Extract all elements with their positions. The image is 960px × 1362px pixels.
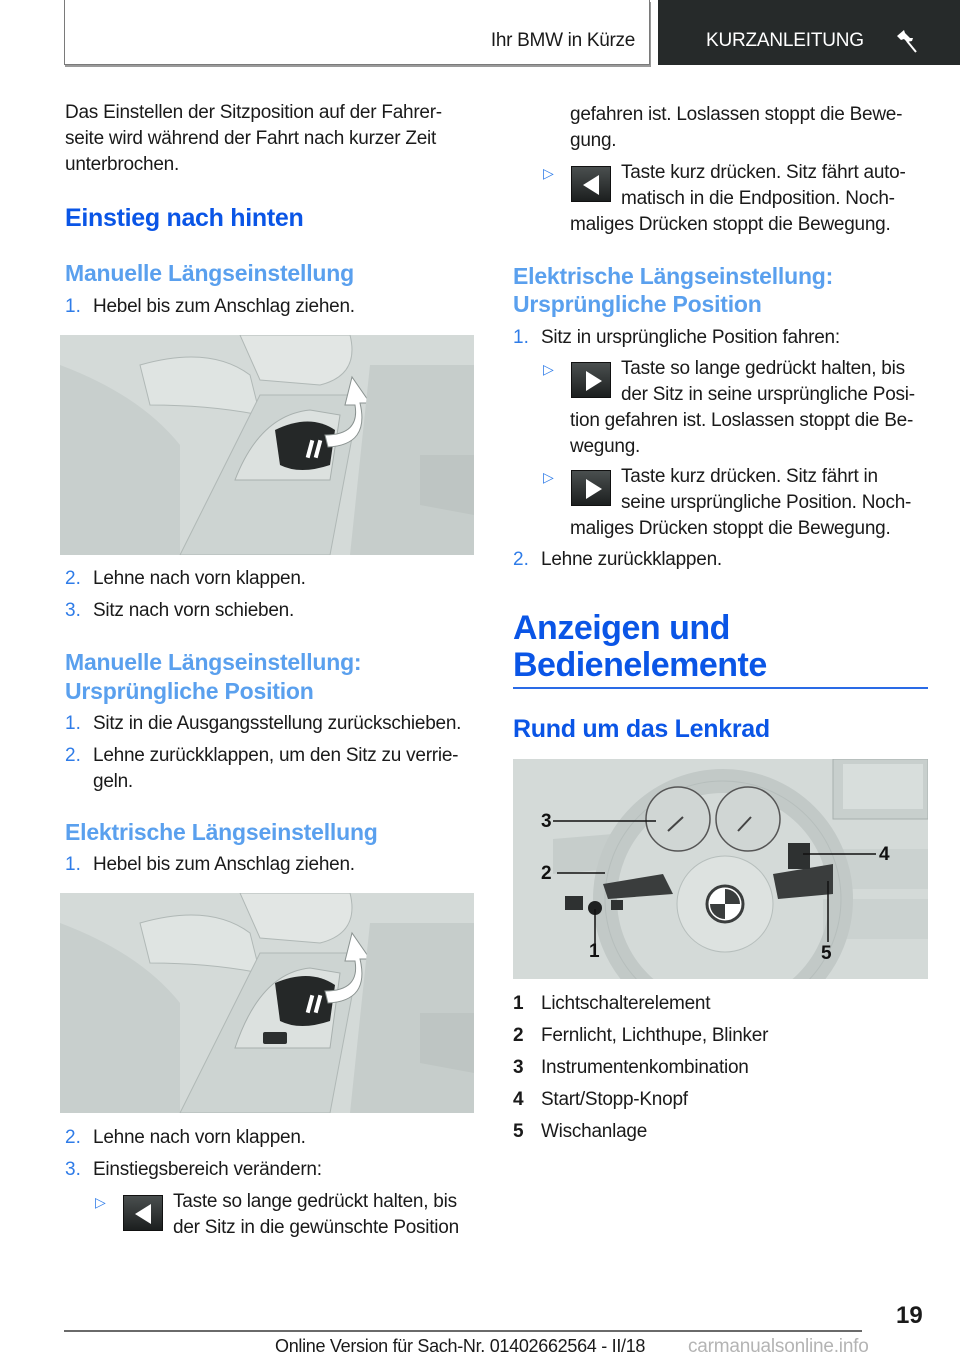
- substep-text: matisch in die Endposition. Noch-: [621, 188, 895, 209]
- intro-line-2: seite wird während der Fahrt nach kurzer Zeit: [65, 128, 437, 149]
- substep-bullet: ▷: [543, 165, 554, 181]
- heading-elektrische-original-line2: Ursprüngliche Position: [513, 291, 762, 317]
- legend-number: 2: [513, 1025, 524, 1046]
- substep-text: Taste so lange gedrückt halten, bis: [173, 1191, 457, 1212]
- step-text: Lehne zurückklappen.: [541, 549, 722, 570]
- substep-text: Taste kurz drücken. Sitz fährt in: [621, 466, 878, 487]
- intro-line-1: Das Einstellen der Sitzposition auf der Fahrer-: [65, 102, 442, 123]
- figure-seat-lever-electric: [60, 893, 474, 1113]
- substep-text: seine ursprüngliche Position. Noch-: [621, 492, 912, 513]
- callout-4: 4: [879, 844, 890, 865]
- step-number: 1.: [513, 327, 529, 348]
- substep-text: der Sitz in die gewünschte Position: [173, 1217, 459, 1238]
- legend-number: 1: [513, 993, 524, 1014]
- chapter-heading-line1: Anzeigen und: [513, 609, 730, 647]
- heading-manuelle-original-line1: Manuelle Längseinstellung:: [65, 649, 362, 675]
- step-number: 2.: [513, 549, 529, 570]
- step-number: 3.: [65, 600, 81, 621]
- legend-label: Lichtschalterelement: [541, 993, 711, 1014]
- step-text: Hebel bis zum Anschlag ziehen.: [93, 854, 355, 875]
- step-number: 3.: [65, 1159, 81, 1180]
- legend-label: Start/Stopp-Knopf: [541, 1089, 688, 1110]
- section-title: Ihr BMW in Kürze: [490, 30, 635, 51]
- substep-bullet: ▷: [95, 1194, 106, 1210]
- step-text: Sitz in die Ausgangsstellung zurückschieben.: [93, 713, 462, 734]
- arrow-right-button-icon: [571, 362, 611, 398]
- page-number: 19: [896, 1302, 923, 1329]
- arrow-left-button-icon: [123, 1195, 163, 1231]
- online-version-text: Online Version für Sach-Nr. 01402662564 - II/18: [275, 1336, 646, 1356]
- watermark-link[interactable]: carmanualsonline.info: [688, 1336, 869, 1357]
- step-number: 1.: [65, 296, 81, 317]
- callout-1: 1: [589, 941, 600, 962]
- heading-elektrische-original-line1: Elektrische Längseinstellung:: [513, 263, 834, 289]
- substep-bullet: ▷: [543, 361, 554, 377]
- step-text: Sitz in ursprüngliche Position fahren:: [541, 327, 840, 348]
- step-text: Lehne nach vorn klappen.: [93, 1127, 306, 1148]
- substep-text: tion gefahren ist. Loslassen stoppt die Be-: [570, 410, 914, 431]
- continued-text: gefahren ist. Loslassen stoppt die Bewe-: [570, 104, 903, 125]
- chapter-tab: [658, 0, 960, 65]
- substep-text: maliges Drücken stoppt die Bewegung.: [570, 518, 891, 539]
- legend-label: Wischanlage: [541, 1121, 648, 1142]
- step-text: Lehne nach vorn klappen.: [93, 568, 306, 589]
- callout-2: 2: [541, 863, 552, 884]
- substep-text: der Sitz in seine ursprüngliche Posi-: [621, 384, 915, 405]
- continued-text: gung.: [570, 130, 617, 151]
- step-number: 2.: [65, 1127, 81, 1148]
- legend-number: 4: [513, 1089, 524, 1110]
- heading-rund-um-das-lenkrad: Rund um das Lenkrad: [513, 715, 770, 743]
- step-text: Sitz nach vorn schieben.: [93, 600, 295, 621]
- substep-text: wegung.: [570, 436, 641, 457]
- step-text: Einstiegsbereich verändern:: [93, 1159, 322, 1180]
- arrow-left-button-icon: [571, 166, 611, 202]
- callout-3: 3: [541, 811, 552, 832]
- legend-label: Instrumentenkombination: [541, 1057, 749, 1078]
- chapter-divider: [513, 687, 928, 689]
- chapter-title: KURZANLEITUNG: [706, 30, 864, 51]
- step-number: 2.: [65, 568, 81, 589]
- step-text: geln.: [93, 771, 133, 792]
- step-text: Hebel bis zum Anschlag ziehen.: [93, 296, 355, 317]
- figure-seat-lever-manual: [60, 335, 474, 555]
- heading-einstieg-nach-hinten: Einstieg nach hinten: [65, 204, 304, 232]
- substep-text: maliges Drücken stoppt die Bewegung.: [570, 214, 891, 235]
- heading-elektrische-laengseinstellung: Elektrische Längseinstellung: [65, 819, 378, 845]
- intro-line-3: unterbrochen.: [65, 154, 179, 175]
- chapter-heading-line2: Bedienelemente: [513, 646, 767, 684]
- pushpin-icon: [894, 28, 920, 54]
- callout-5: 5: [821, 943, 832, 964]
- substep-text: Taste kurz drücken. Sitz fährt auto-: [621, 162, 906, 183]
- step-number: 1.: [65, 713, 81, 734]
- legend-label: Fernlicht, Lichthupe, Blinker: [541, 1025, 769, 1046]
- substep-text: Taste so lange gedrückt halten, bis: [621, 358, 905, 379]
- legend-number: 5: [513, 1121, 524, 1142]
- legend-number: 3: [513, 1057, 524, 1078]
- arrow-right-button-icon: [571, 470, 611, 506]
- heading-manuelle-laengseinstellung: Manuelle Längseinstellung: [65, 260, 354, 286]
- substep-bullet: ▷: [543, 469, 554, 485]
- step-number: 2.: [65, 745, 81, 766]
- heading-manuelle-original-line2: Ursprüngliche Position: [65, 678, 314, 704]
- step-text: Lehne zurückklappen, um den Sitz zu verrie-: [93, 745, 459, 766]
- header-section-box: [64, 0, 650, 65]
- step-number: 1.: [65, 854, 81, 875]
- footer-divider: [64, 1330, 862, 1332]
- figure-steering-wheel: [513, 759, 928, 979]
